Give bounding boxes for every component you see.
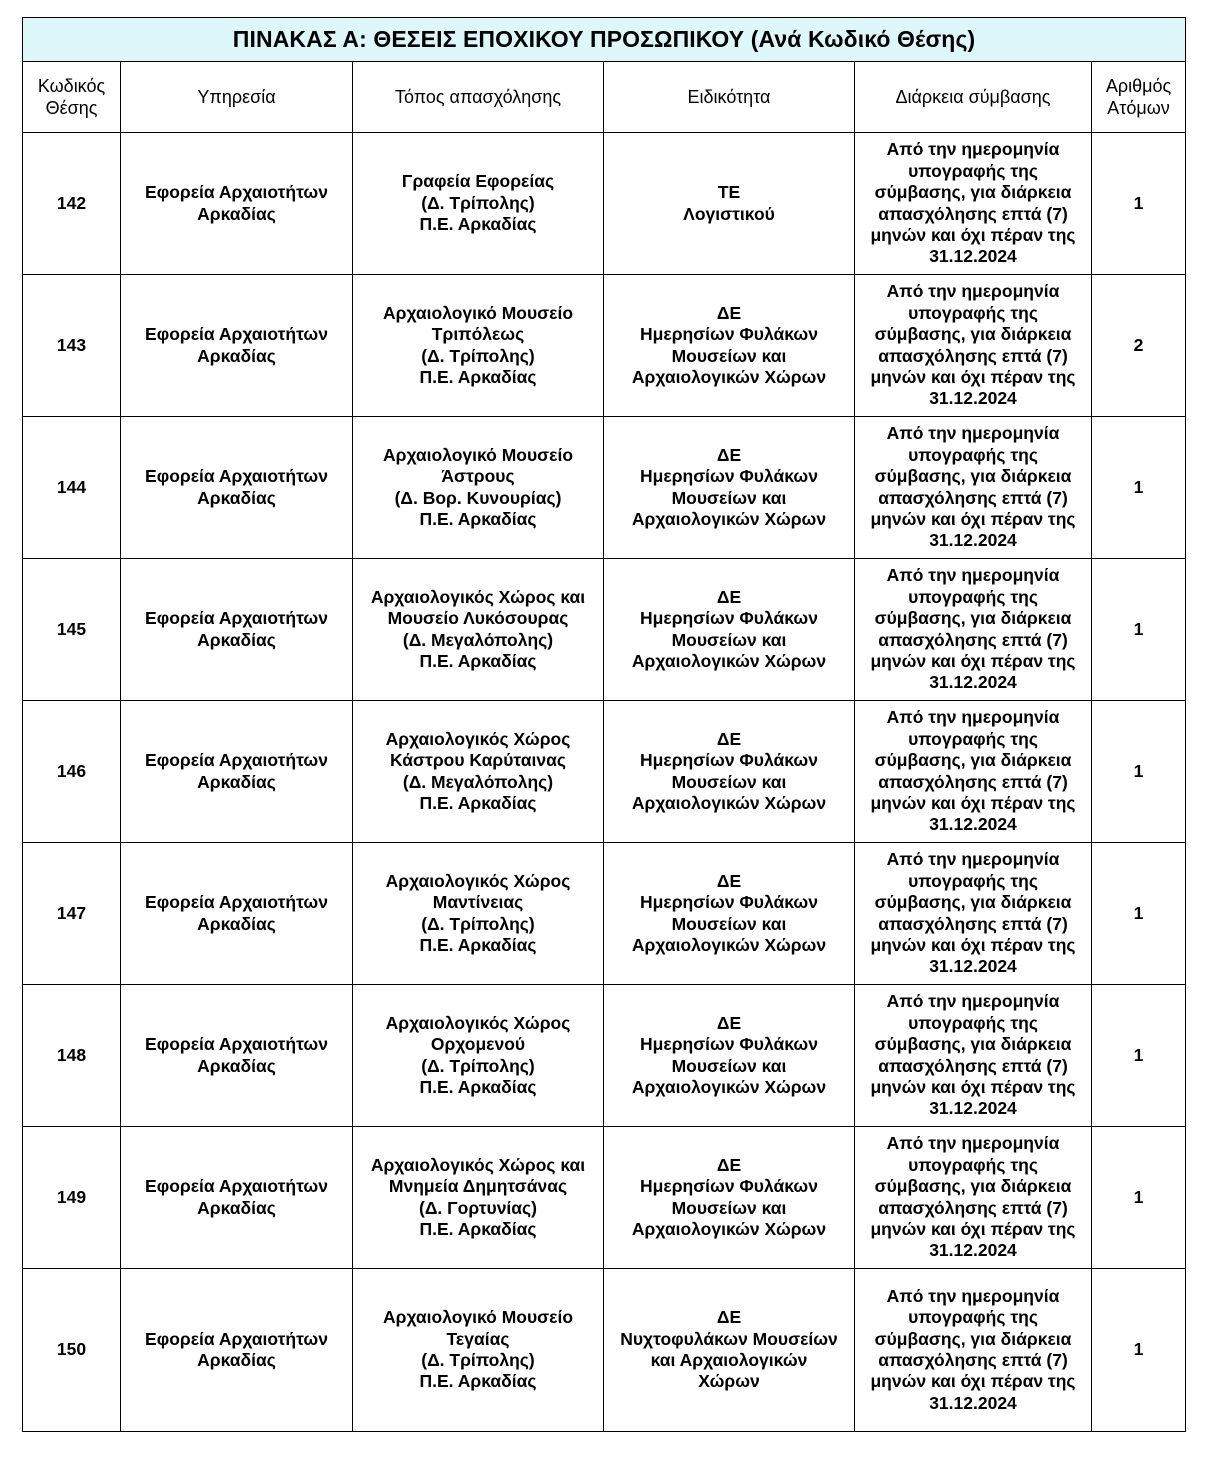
cell-line: Π.Ε. Αρκαδίας (419, 650, 537, 671)
cell-line: Από την ημερομηνία (886, 281, 1060, 302)
cell-line: Εφορεία Αρχαιοτήτων (145, 1328, 328, 1349)
cell-line: Αρκαδίας (197, 345, 276, 366)
cell-duration (855, 985, 1092, 1127)
table-row (23, 1269, 1186, 1432)
cell-line: (Δ. Τρίπολης) (421, 1350, 535, 1370)
cell-line: Ειδικότητα (687, 87, 771, 107)
cell-line: Από την ημερομηνία (886, 991, 1060, 1012)
cell-line: μηνών και όχι πέραν της (870, 1371, 1076, 1392)
cell-line: 31.12.2024 (929, 530, 1017, 551)
cell-line: Εφορεία Αρχαιοτήτων (145, 466, 328, 487)
cell-line: Μαντίνειας (432, 892, 524, 913)
cell-place (353, 559, 604, 701)
cell-line: Αρκαδίας (197, 1055, 276, 1076)
cell-line: Αρκαδίας (197, 771, 276, 792)
cell-line: ΔΕ (716, 1012, 742, 1033)
cell-line: ΔΕ (716, 586, 742, 607)
cell-line: Από την ημερομηνία (886, 565, 1060, 586)
cell-line: 31.12.2024 (929, 956, 1017, 977)
cell-specialty (604, 133, 855, 275)
cell-line: Π.Ε. Αρκαδίας (419, 214, 537, 235)
cell-line: σύμβασης, για διάρκεια (874, 324, 1072, 345)
cell-line: Αρχαιολογικών Χώρων (631, 366, 827, 387)
table-row (23, 275, 1186, 417)
cell-line: Εφορεία Αρχαιοτήτων (145, 1034, 328, 1055)
positions-table (22, 17, 1186, 1432)
cell-line: Νυχτοφυλάκων Μουσείων (620, 1328, 838, 1349)
cell-line: Από την ημερομηνία (886, 707, 1060, 728)
cell-duration (855, 559, 1092, 701)
cell-line: (Δ. Μεγαλόπολης) (402, 629, 554, 650)
cell-line: Αρχαιολογικός Χώρος (385, 728, 571, 749)
column-header-specialty (604, 62, 855, 133)
cell-duration (855, 1269, 1092, 1432)
cell-line: Π.Ε. Αρκαδίας (419, 934, 537, 955)
cell-line: (Δ. Βορ. Κυνουρίας) (394, 487, 562, 508)
cell-line: Ημερησίων Φυλάκων (640, 892, 818, 913)
cell-line: Π.Ε. Αρκαδίας (419, 1218, 537, 1239)
cell-line: απασχόλησης επτά (7) (878, 771, 1068, 792)
cell-line: υπογραφής της (908, 160, 1038, 181)
cell-line: Αρχαιολογικός Χώρος και (370, 586, 586, 607)
table-body (23, 133, 1186, 1432)
cell-line: Από την ημερομηνία (886, 139, 1060, 160)
cell-line: Π.Ε. Αρκαδίας (419, 1371, 537, 1392)
cell-line: Μουσείων και (671, 1197, 787, 1218)
cell-code: 147 (23, 843, 121, 985)
cell-line: Μουσείο Λυκόσουρας (387, 608, 569, 629)
cell-specialty (604, 1269, 855, 1432)
cell-line: απασχόλησης επτά (7) (878, 203, 1068, 224)
cell-line: Λογιστικού (683, 203, 775, 224)
cell-specialty (604, 275, 855, 417)
cell-place (353, 843, 604, 985)
cell-duration (855, 417, 1092, 559)
cell-line: 31.12.2024 (929, 814, 1017, 835)
cell-line: Μουσείων και (671, 913, 787, 934)
cell-line: Εφορεία Αρχαιοτήτων (145, 182, 328, 203)
cell-line: Από την ημερομηνία (886, 1285, 1060, 1306)
cell-line: υπογραφής της (908, 1307, 1038, 1328)
cell-service (121, 985, 353, 1127)
cell-line: 31.12.2024 (929, 1240, 1017, 1261)
cell-line: 31.12.2024 (929, 246, 1017, 267)
cell-count: 1 (1092, 559, 1186, 701)
cell-code: 144 (23, 417, 121, 559)
cell-service (121, 417, 353, 559)
cell-line: Αρκαδίας (197, 487, 276, 508)
cell-place (353, 985, 604, 1127)
cell-line: Μουσείων και (671, 1055, 787, 1076)
table-row (23, 843, 1186, 985)
cell-line: Π.Ε. Αρκαδίας (419, 508, 537, 529)
cell-line: μηνών και όχι πέραν της (870, 1076, 1076, 1097)
cell-line: υπογραφής της (908, 586, 1038, 607)
cell-line: Μουσείων και (671, 487, 787, 508)
cell-line: υπογραφής της (908, 870, 1038, 891)
cell-line: σύμβασης, για διάρκεια (874, 892, 1072, 913)
cell-line: ΔΕ (716, 1307, 742, 1328)
cell-duration (855, 1127, 1092, 1269)
cell-line: ΔΕ (716, 444, 742, 465)
cell-line: Κάστρου Καρύταινας (390, 750, 566, 771)
cell-line: απασχόλησης επτά (7) (878, 629, 1068, 650)
cell-line: σύμβασης, για διάρκεια (874, 608, 1072, 629)
cell-duration (855, 275, 1092, 417)
cell-line: υπογραφής της (908, 1154, 1038, 1175)
cell-line: Κωδικός (37, 76, 106, 96)
cell-service (121, 1269, 353, 1432)
cell-line: Αρχαιολογικών Χώρων (631, 508, 827, 529)
cell-line: Ημερησίων Φυλάκων (640, 608, 818, 629)
cell-line: Αρκαδίας (197, 913, 276, 934)
column-header-service (121, 62, 353, 133)
cell-line: απασχόλησης επτά (7) (878, 1350, 1068, 1370)
cell-code: 145 (23, 559, 121, 701)
cell-line: απασχόλησης επτά (7) (878, 1197, 1068, 1218)
cell-line: Αρχαιολογικών Χώρων (631, 1076, 827, 1097)
table-row (23, 701, 1186, 843)
table-title: ΠΙΝΑΚΑΣ Α: ΘΕΣΕΙΣ ΕΠΟΧΙΚΟΥ ΠΡΟΣΩΠΙΚΟΥ (Ανά Κωδικό Θέσης) (23, 18, 1186, 62)
cell-line: Άστρους (441, 466, 515, 487)
cell-line: Αρκαδίας (197, 1350, 276, 1370)
cell-line: Αρχαιολογικός Χώρος (385, 1012, 571, 1033)
cell-duration (855, 843, 1092, 985)
cell-line: ΤΕ (717, 182, 741, 203)
cell-line: υπογραφής της (908, 444, 1038, 465)
cell-line: Διάρκεια σύμβασης (895, 87, 1051, 107)
cell-line: υπογραφής της (908, 302, 1038, 323)
cell-line: Αρχαιολογικών Χώρων (631, 650, 827, 671)
cell-line: Ατόμων (1107, 98, 1170, 118)
cell-place (353, 1127, 604, 1269)
cell-line: Τριπόλεως (431, 324, 525, 345)
cell-line: Χώρων (698, 1371, 760, 1392)
table-row (23, 985, 1186, 1127)
cell-place (353, 417, 604, 559)
cell-line: Εφορεία Αρχαιοτήτων (145, 750, 328, 771)
cell-count: 1 (1092, 985, 1186, 1127)
cell-specialty (604, 843, 855, 985)
cell-line: Εφορεία Αρχαιοτήτων (145, 608, 328, 629)
cell-specialty (604, 1127, 855, 1269)
cell-count: 2 (1092, 275, 1186, 417)
cell-place (353, 701, 604, 843)
cell-specialty (604, 559, 855, 701)
column-header-count (1092, 62, 1186, 133)
cell-line: (Δ. Τρίπολης) (421, 345, 535, 366)
cell-line: μηνών και όχι πέραν της (870, 792, 1076, 813)
cell-line: σύμβασης, για διάρκεια (874, 1328, 1072, 1349)
cell-place (353, 133, 604, 275)
cell-service (121, 701, 353, 843)
cell-line: Υπηρεσία (197, 87, 276, 107)
cell-line: (Δ. Τρίπολης) (421, 913, 535, 934)
cell-line: (Δ. Μεγαλόπολης) (402, 771, 554, 792)
cell-service (121, 843, 353, 985)
column-header-place (353, 62, 604, 133)
cell-line: Αρκαδίας (197, 1197, 276, 1218)
cell-line: Εφορεία Αρχαιοτήτων (145, 324, 328, 345)
cell-service (121, 559, 353, 701)
cell-specialty (604, 417, 855, 559)
table-row (23, 417, 1186, 559)
table-row (23, 559, 1186, 701)
cell-line: Από την ημερομηνία (886, 849, 1060, 870)
cell-line: μηνών και όχι πέραν της (870, 366, 1076, 387)
cell-line: 31.12.2024 (929, 388, 1017, 409)
cell-specialty (604, 985, 855, 1127)
cell-line: μηνών και όχι πέραν της (870, 224, 1076, 245)
cell-line: ΔΕ (716, 302, 742, 323)
cell-code: 149 (23, 1127, 121, 1269)
table-row (23, 133, 1186, 275)
cell-line: Αρχαιολογικό Μουσείο (382, 444, 574, 465)
cell-line: Αρχαιολογικών Χώρων (631, 934, 827, 955)
cell-line: Ημερησίων Φυλάκων (640, 324, 818, 345)
cell-line: Ημερησίων Φυλάκων (640, 1034, 818, 1055)
cell-line: υπογραφής της (908, 1012, 1038, 1033)
cell-count: 1 (1092, 701, 1186, 843)
cell-line: Αρκαδίας (197, 203, 276, 224)
cell-line: απασχόλησης επτά (7) (878, 345, 1068, 366)
cell-code: 142 (23, 133, 121, 275)
column-header-duration (855, 62, 1092, 133)
cell-duration (855, 133, 1092, 275)
cell-line: σύμβασης, για διάρκεια (874, 750, 1072, 771)
cell-line: Εφορεία Αρχαιοτήτων (145, 1176, 328, 1197)
cell-line: 31.12.2024 (929, 672, 1017, 693)
cell-line: Τεγαίας (446, 1328, 510, 1349)
cell-line: μηνών και όχι πέραν της (870, 934, 1076, 955)
cell-line: Ημερησίων Φυλάκων (640, 1176, 818, 1197)
cell-line: Μουσείων και (671, 629, 787, 650)
cell-line: Αρχαιολογικών Χώρων (631, 792, 827, 813)
cell-count: 1 (1092, 133, 1186, 275)
cell-count: 1 (1092, 1127, 1186, 1269)
cell-line: Θέσης (45, 98, 98, 118)
cell-line: Από την ημερομηνία (886, 423, 1060, 444)
cell-line: ΔΕ (716, 728, 742, 749)
cell-line: Αρχαιολογικός Χώρος και (370, 1154, 586, 1175)
column-header-code (23, 62, 121, 133)
cell-line: Από την ημερομηνία (886, 1133, 1060, 1154)
cell-code: 150 (23, 1269, 121, 1432)
cell-line: απασχόλησης επτά (7) (878, 1055, 1068, 1076)
cell-line: Ημερησίων Φυλάκων (640, 750, 818, 771)
cell-line: Αρχαιολογικών Χώρων (631, 1218, 827, 1239)
cell-count: 1 (1092, 1269, 1186, 1432)
cell-line: μηνών και όχι πέραν της (870, 650, 1076, 671)
cell-line: Αρχαιολογικό Μουσείο (382, 302, 574, 323)
cell-place (353, 275, 604, 417)
cell-service (121, 1127, 353, 1269)
cell-line: (Δ. Τρίπολης) (421, 1055, 535, 1076)
cell-line: απασχόλησης επτά (7) (878, 487, 1068, 508)
cell-line: Μουσείων και (671, 771, 787, 792)
cell-line: Ημερησίων Φυλάκων (640, 466, 818, 487)
cell-line: Αριθμός (1105, 76, 1172, 96)
cell-line: και Αρχαιολογικών (650, 1350, 808, 1370)
cell-line: (Δ. Τρίπολης) (421, 192, 535, 213)
cell-code: 143 (23, 275, 121, 417)
cell-line: σύμβασης, για διάρκεια (874, 182, 1072, 203)
cell-line: Αρχαιολογικός Χώρος (385, 870, 571, 891)
table-row (23, 1127, 1186, 1269)
cell-line: υπογραφής της (908, 728, 1038, 749)
cell-line: σύμβασης, για διάρκεια (874, 1034, 1072, 1055)
cell-service (121, 275, 353, 417)
cell-specialty (604, 701, 855, 843)
cell-line: Αρχαιολογικό Μουσείο (382, 1307, 574, 1328)
cell-line: (Δ. Γορτυνίας) (419, 1197, 537, 1218)
cell-line: ΔΕ (716, 870, 742, 891)
cell-line: Μνημεία Δημητσάνας (388, 1176, 568, 1197)
cell-line: ΔΕ (716, 1154, 742, 1175)
cell-count: 1 (1092, 417, 1186, 559)
cell-line: μηνών και όχι πέραν της (870, 1218, 1076, 1239)
cell-line: Μουσείων και (671, 345, 787, 366)
cell-line: Ορχομενού (430, 1034, 526, 1055)
cell-line: Εφορεία Αρχαιοτήτων (145, 892, 328, 913)
cell-line: Γραφεία Εφορείας (401, 171, 555, 192)
cell-duration (855, 701, 1092, 843)
cell-line: σύμβασης, για διάρκεια (874, 1176, 1072, 1197)
cell-service (121, 133, 353, 275)
cell-line: Π.Ε. Αρκαδίας (419, 1076, 537, 1097)
cell-code: 146 (23, 701, 121, 843)
cell-line: 31.12.2024 (929, 1392, 1017, 1413)
cell-line: μηνών και όχι πέραν της (870, 508, 1076, 529)
cell-place (353, 1269, 604, 1432)
cell-count: 1 (1092, 843, 1186, 985)
cell-line: 31.12.2024 (929, 1098, 1017, 1119)
cell-code: 148 (23, 985, 121, 1127)
cell-line: Π.Ε. Αρκαδίας (419, 366, 537, 387)
cell-line: απασχόλησης επτά (7) (878, 913, 1068, 934)
cell-line: Αρκαδίας (197, 629, 276, 650)
cell-line: Π.Ε. Αρκαδίας (419, 792, 537, 813)
cell-line: σύμβασης, για διάρκεια (874, 466, 1072, 487)
column-header-row (23, 62, 1186, 133)
cell-line: Τόπος απασχόλησης (394, 87, 562, 107)
